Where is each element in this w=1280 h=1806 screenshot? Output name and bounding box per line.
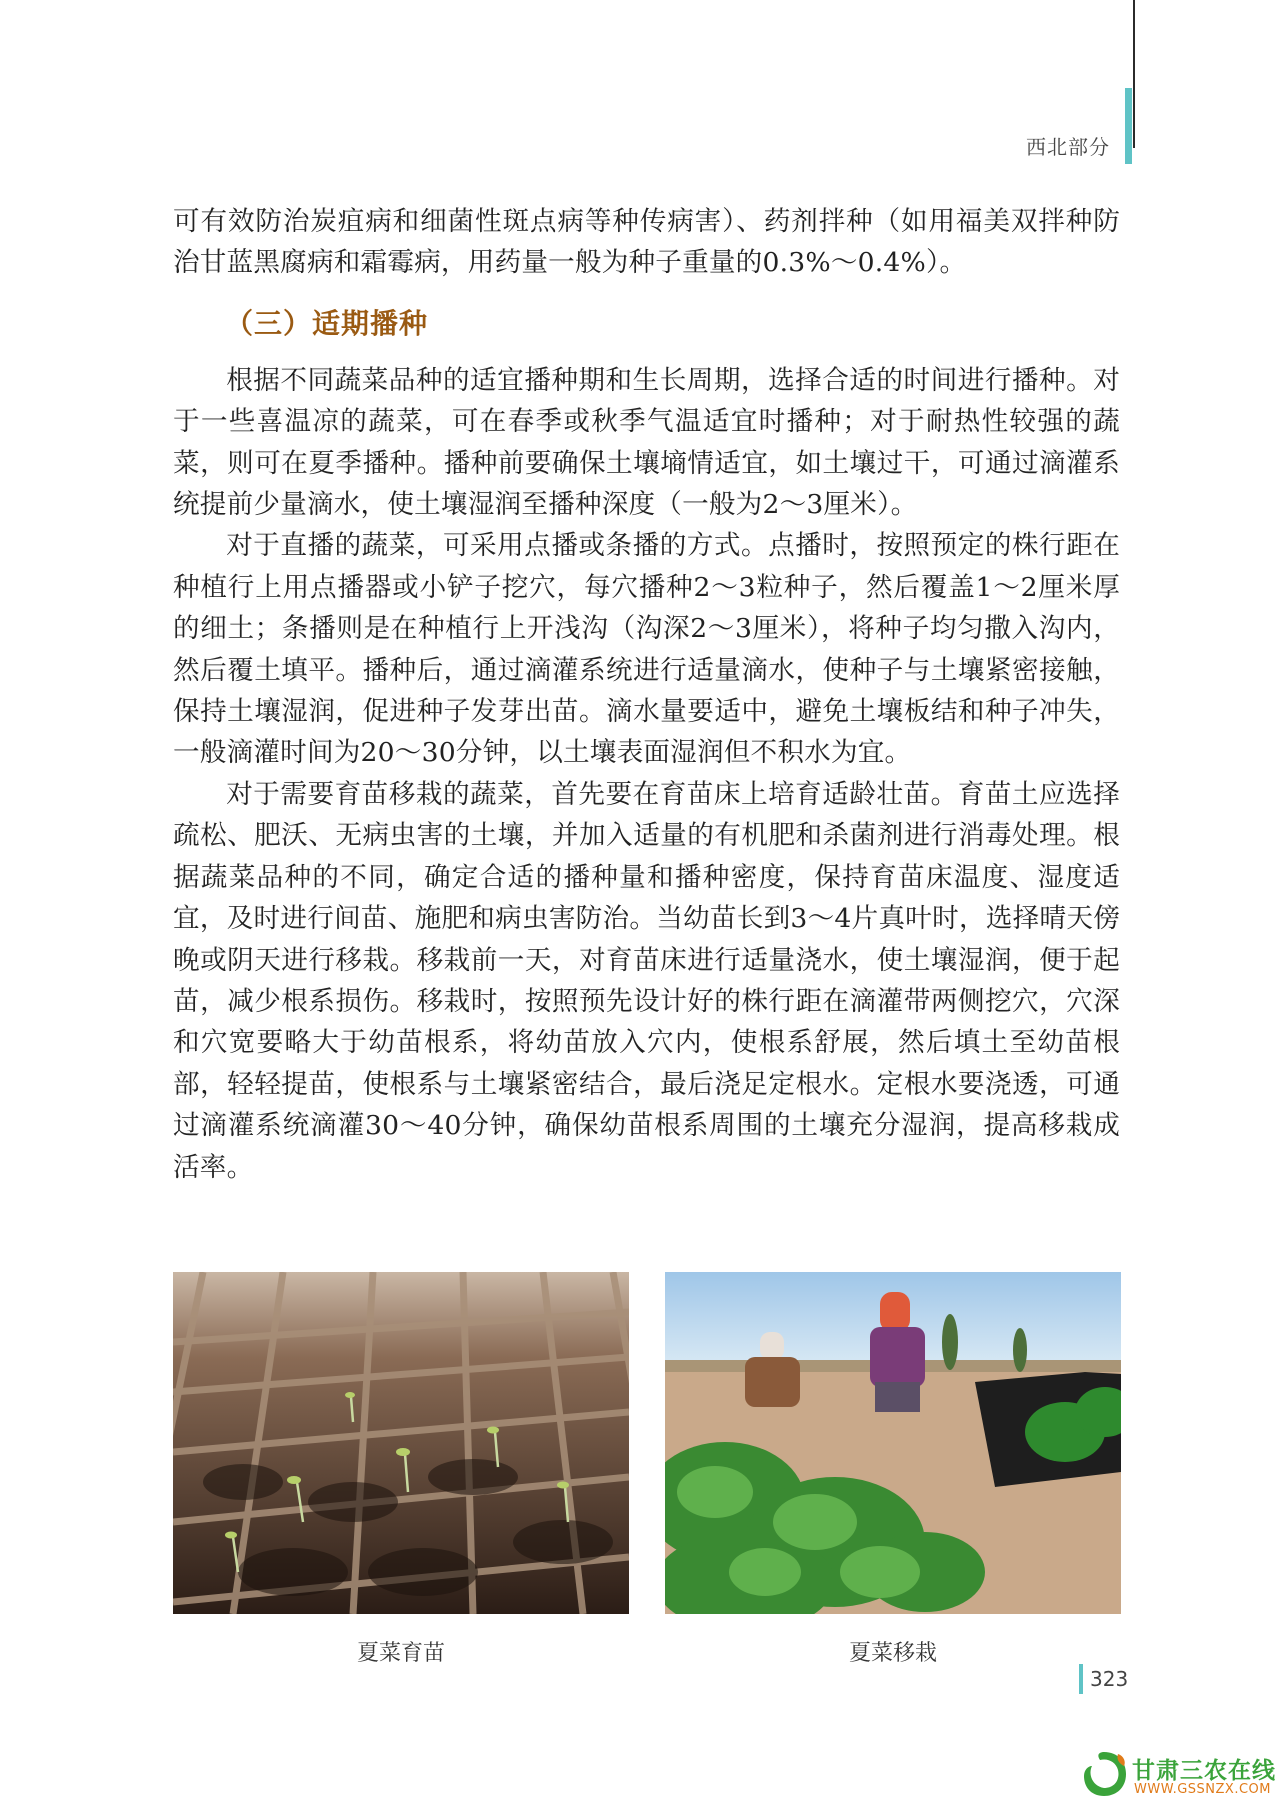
watermark-logo-char: 农 bbox=[1095, 1766, 1113, 1787]
figure-caption: 夏菜移栽 bbox=[848, 1641, 937, 1666]
section-heading: （三）适期播种 bbox=[225, 306, 429, 340]
top-rule bbox=[1133, 0, 1135, 148]
page-number: 323 bbox=[1090, 1667, 1129, 1691]
figure-caption: 夏菜育苗 bbox=[356, 1641, 445, 1666]
running-head: 西北部分 bbox=[1026, 135, 1110, 159]
watermark-logo-icon bbox=[1078, 1748, 1130, 1800]
site-watermark bbox=[1078, 1746, 1274, 1804]
paragraph-continued: 可有效防治炭疽病和细菌性斑点病等种传病害）、药剂拌种（如用福美双拌种防治甘蓝黑腐病和霜霉病，用药量一般为种子重量的0.3%～0.4%）。 bbox=[173, 206, 1120, 279]
paragraph: 对于需要育苗移栽的蔬菜，首先要在育苗床上培育适龄壮苗。育苗土应选择疏松、肥沃、无病虫害的土壤，并加入适量的有机肥和杀菌剂进行消毒处理。根据蔬菜品种的不同，确定合适的播种量和播种密度，保持育苗床温度、湿度适宜，及时进行间苗、施肥和病虫害防治。当幼苗长到3～4片真叶时，选择晴天傍晚或阴天进行移栽。移栽前一天，对育苗床进行适量浇水，使土壤湿润，便于起苗，减少根系损伤。移栽时，按照预先设计好的株行距在滴灌带两侧挖穴，穴深和穴宽要略大于幼苗根系，将幼苗放入穴内，使根系舒展，然后填土至幼苗根部，轻轻提苗，使根系与土壤紧密结合，最后浇足定根水。定根水要浇透，可通过滴灌系统滴灌30～40分钟，确保幼苗根系周围的土壤充分湿润，提高移栽成活率。 bbox=[173, 778, 1120, 1183]
body-text bbox=[173, 201, 1120, 1188]
seedling-photo bbox=[173, 1272, 629, 1614]
transplant-photo bbox=[665, 1272, 1121, 1614]
figure-seedling bbox=[173, 1272, 629, 1667]
watermark-url: WWW.GSSNZX.COM bbox=[1134, 1782, 1271, 1797]
page-number-bar bbox=[1079, 1664, 1083, 1694]
paragraph: 对于直播的蔬菜，可采用点播或条播的方式。点播时，按照预定的株行距在种植行上用点播器或小铲子挖穴，每穴播种2～3粒种子，然后覆盖1～2厘米厚的细土；条播则是在种植行上开浅沟（沟深2～3厘米），将种子均匀撒入沟内，然后覆土填平。播种后，通过滴灌系统进行适量滴水，使种子与土壤紧密接触，保持土壤湿润，促进种子发芽出苗。滴水量要适中，避免土壤板结和种子冲失，一般滴灌时间为20～30分钟，以土壤表面湿润但不积水为宜。 bbox=[173, 530, 1120, 769]
figure-transplant bbox=[665, 1272, 1121, 1667]
paragraph: 根据不同蔬菜品种的适宜播种期和生长周期，选择合适的时间进行播种。对于一些喜温凉的蔬菜，可在春季或秋季气温适宜时播种；对于耐热性较强的蔬菜，则可在夏季播种。播种前要确保土壤墒情适宜，如土壤过干，可通过滴灌系统提前少量滴水，使土壤湿润至播种深度（一般为2～3厘米）。 bbox=[173, 364, 1120, 521]
watermark-name: 甘肃三农在线 bbox=[1132, 1758, 1276, 1784]
accent-bar bbox=[1125, 88, 1132, 164]
